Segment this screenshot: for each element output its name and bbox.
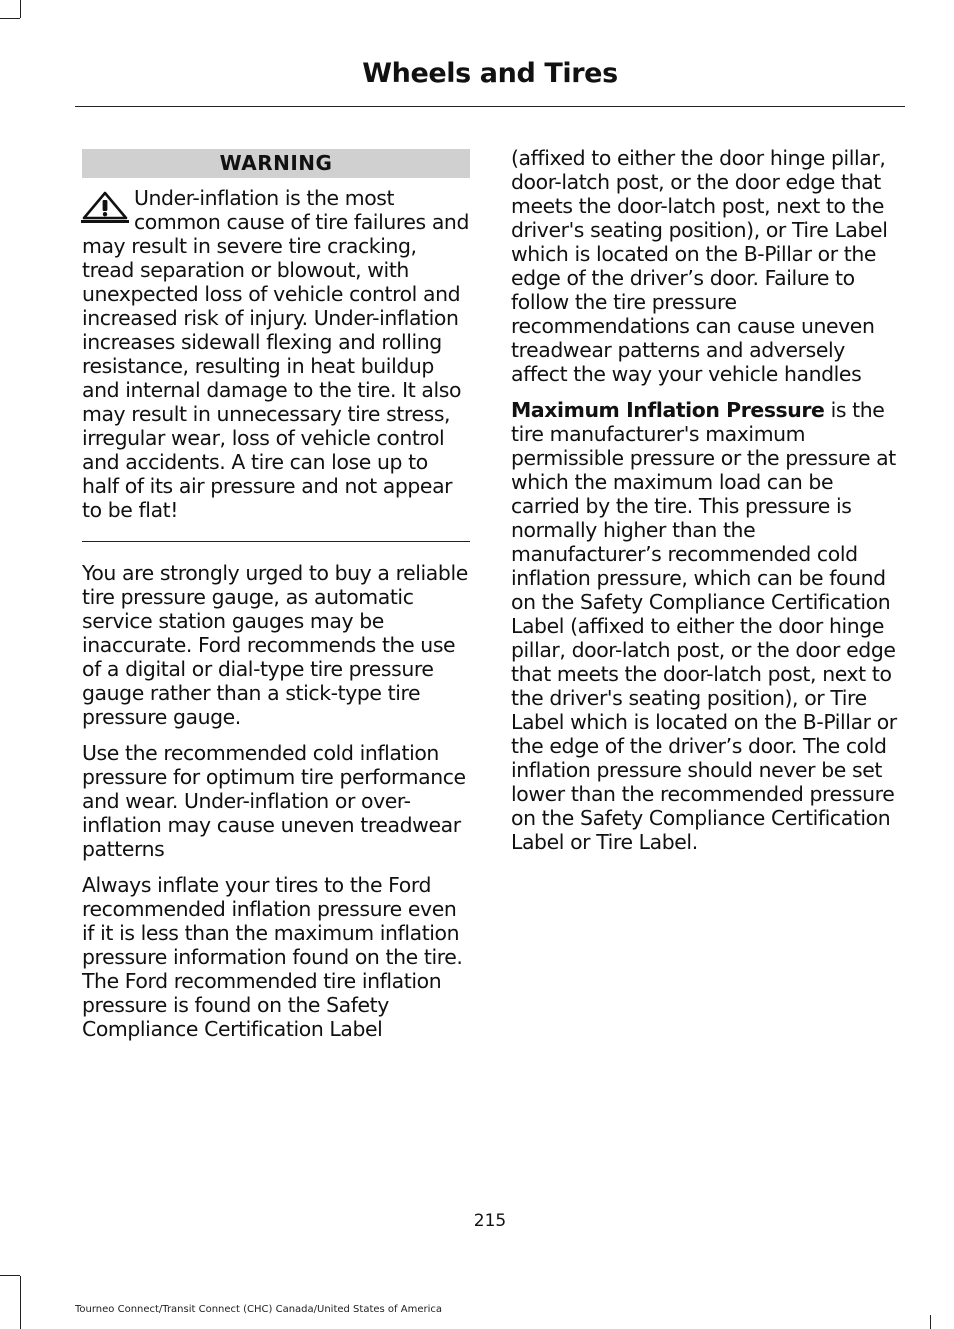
paragraph-gauge: You are strongly urged to buy a reliable tire pressure gauge, as automatic service station gauges may be inaccurate. Ford recommends the use of a digital or dial-type tire pressure gauge rather than a stick-type tire pressure gauge. [82, 561, 468, 729]
warning-triangle-icon [80, 190, 130, 224]
warning-divider [82, 541, 470, 542]
crop-mark [0, 1275, 20, 1276]
paragraph-max-inflation [511, 398, 901, 854]
right-column [511, 146, 901, 854]
crop-mark [20, 1276, 21, 1329]
warning-heading: WARNING [82, 149, 470, 178]
max-inflation-text: is the tire manufacturer's maximum permissible pressure or the pressure at which the maximum load can be carried by the tire. This pressure is normally higher than the manufacturer’s recommended cold inflation pressure, which can be found on the Safety Compliance Certification Label (affixed to either the door hinge pillar, door-latch post, or the door edge that meets the door-latch post, next to the driver's seating position), or Tire Label which is located on the B-Pillar or the edge of the driver’s door. The cold inflation pressure should never be set lower than the recommended pressure on the Safety Compliance Certification Label or Tire Label. [511, 398, 897, 854]
footer-text: Tourneo Connect/Transit Connect (CHC) Canada/United States of America [75, 1304, 442, 1315]
warning-text: Under-inflation is the most common cause of tire failures and may result in severe tire cracking, tread separation or blowout, with unexpected loss of vehicle control and increased risk of injury. Under-inflation increases sidewall flexing and rolling resistance, resulting in heat buildup and internal damage to the tire. It also may result in unnecessary tire stress, irregular wear, loss of vehicle control and accidents. A tire can lose up to half of its air pressure and not appear to be flat! [82, 186, 470, 522]
header-divider [75, 106, 905, 107]
crop-mark [0, 18, 20, 19]
paragraph-always-inflate: Always inflate your tires to the Ford recommended inflation pressure even if it is less than the maximum inflation pressure information found on the tire. The Ford recommended tire inflation pressure is found on the Safety Compliance Certification Label [82, 873, 463, 1041]
warning-box [82, 186, 470, 522]
page-number: 215 [473, 1211, 507, 1231]
left-column [82, 149, 470, 1041]
page-title: Wheels and Tires [362, 58, 618, 89]
term-max-inflation: Maximum Inflation Pressure [511, 398, 825, 422]
paragraph-continuation: (affixed to either the door hinge pillar, door-latch post, or the door edge that meets the door-latch post, next to the driver's seating position), or Tire Label which is located on the B-Pillar or the edge of the driver’s door. Failure to follow the tire pressure recommendations can cause uneven treadwear patterns and adversely affect the way your vehicle handles [511, 146, 888, 386]
crop-mark [20, 0, 21, 18]
crop-mark [930, 1315, 931, 1329]
paragraph-cold-inflation: Use the recommended cold inflation pressure for optimum tire performance and wear. Under-inflation or over-inflation may cause uneven treadwear patterns [82, 741, 466, 861]
